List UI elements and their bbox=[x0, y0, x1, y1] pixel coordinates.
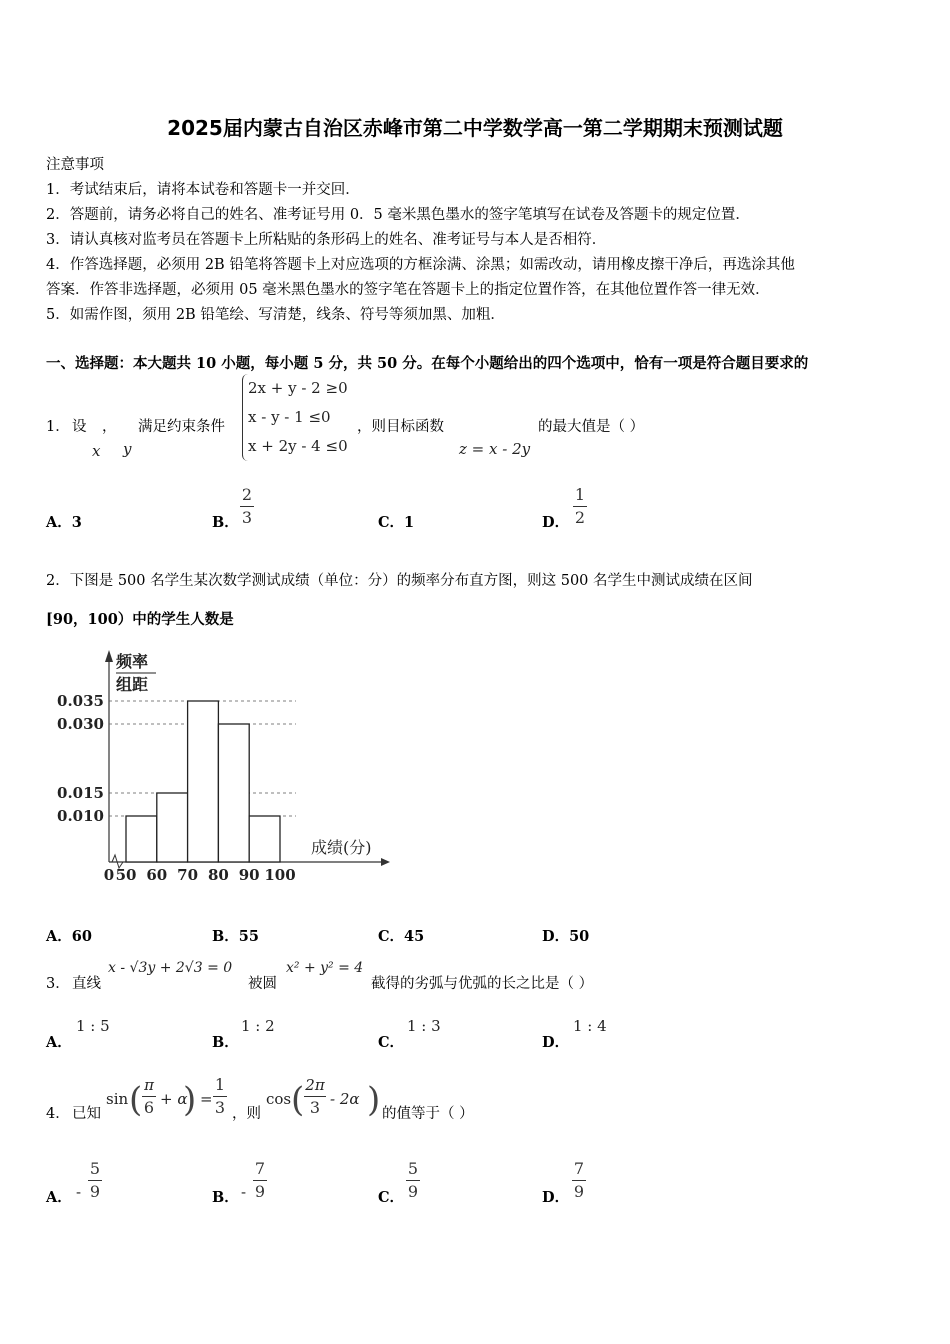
numerator: 2π bbox=[305, 1076, 325, 1094]
numerator: 5 bbox=[407, 1159, 419, 1178]
histogram-bar bbox=[188, 701, 219, 862]
q4-minus-2alpha: - 2α bbox=[330, 1090, 360, 1108]
y-axis-label-bottom: 组距 bbox=[116, 675, 149, 694]
option-value: 60 bbox=[71, 928, 92, 945]
numerator: 5 bbox=[89, 1159, 101, 1178]
denominator: 3 bbox=[309, 1098, 321, 1117]
q4-option-b-value bbox=[253, 1160, 267, 1201]
numerator: 7 bbox=[254, 1159, 266, 1178]
q4-option-d-label: D． bbox=[542, 1189, 570, 1206]
denominator: 9 bbox=[89, 1182, 101, 1201]
option-label: C． bbox=[378, 514, 405, 531]
denominator: 9 bbox=[254, 1182, 266, 1201]
minus-sign: - bbox=[76, 1183, 82, 1201]
q3-option-b-label: B． bbox=[212, 1034, 239, 1051]
q3-text: 截得的劣弧与优弧的长之比是（ ） bbox=[371, 976, 594, 992]
note-item: 3．请认真核对监考员在答题卡上所粘贴的条形码上的姓名、准考证号与本人是否相符． bbox=[46, 232, 607, 248]
minus-sign: - bbox=[241, 1183, 247, 1201]
histogram-bar bbox=[249, 816, 280, 862]
q4-option-b-label: B． bbox=[212, 1189, 239, 1206]
option-label: B． bbox=[212, 928, 239, 945]
q2-text: 2．下图是 500 名学生某次数学测试成绩（单位：分）的频率分布直方图，则这 500 名学生中测试成绩在区间 bbox=[46, 573, 753, 589]
q4-equals: = bbox=[200, 1090, 213, 1108]
q1-objective: z = x - 2y bbox=[459, 440, 531, 458]
denominator: 3 bbox=[241, 508, 253, 527]
option-value: 3 bbox=[71, 514, 82, 531]
y-tick-label: 0.035 bbox=[57, 692, 104, 710]
option-value: 50 bbox=[569, 928, 590, 945]
q4-option-a-label: A． bbox=[46, 1189, 72, 1206]
notes-heading: 注意事项 bbox=[46, 157, 104, 173]
note-item: 4．作答选择题，必须用 2B 铅笔将答题卡上对应选项的方框涂满、涂黑；如需改动，请用橡皮擦干净后，再选涂其他 bbox=[46, 257, 795, 273]
q1-number: 1． bbox=[46, 419, 70, 435]
q1-constraint: x + 2y - 4 ≤0 bbox=[248, 437, 348, 455]
y-tick-label: 0.030 bbox=[57, 715, 104, 733]
q1-constraint: 2x + y - 2 ≥0 bbox=[248, 379, 348, 397]
q1-text: ， bbox=[102, 419, 117, 435]
option-value: 45 bbox=[404, 928, 425, 945]
q4-text: ，则 bbox=[232, 1106, 261, 1122]
q4-pi-over-6 bbox=[142, 1076, 156, 1117]
histogram-chart bbox=[46, 640, 396, 890]
q2-option-d bbox=[542, 925, 589, 946]
numerator: 1 bbox=[574, 485, 586, 504]
q1-option-d-label: D． bbox=[542, 514, 570, 531]
q1-var-y: y bbox=[123, 440, 132, 458]
q3-text: 直线 bbox=[72, 976, 101, 992]
q1-constraints bbox=[242, 374, 348, 461]
q4-text: 的值等于（ ） bbox=[382, 1106, 474, 1122]
q3-option-a-value: 1 : 5 bbox=[76, 1017, 110, 1035]
y-tick-label: 0.015 bbox=[57, 784, 104, 802]
denominator: 9 bbox=[407, 1182, 419, 1201]
x-tick-label: 80 bbox=[207, 866, 229, 884]
section-heading: 一、选择题：本大题共 10 小题，每小题 5 分，共 50 分。在每个小题给出的四个选项中，恰有一项是符合题目要求的 bbox=[46, 355, 809, 372]
q3-text: 被圆 bbox=[248, 976, 277, 992]
x-axis-arrow bbox=[381, 858, 390, 866]
numerator: 7 bbox=[573, 1159, 585, 1178]
left-paren: ( bbox=[129, 1080, 143, 1120]
q3-option-c-value: 1 : 3 bbox=[407, 1017, 441, 1035]
x-tick-label: 100 bbox=[264, 866, 296, 884]
q4-number: 4． bbox=[46, 1106, 70, 1122]
q3-option-d-label: D． bbox=[542, 1034, 570, 1051]
x-tick-label: 90 bbox=[238, 866, 260, 884]
q4-one-third bbox=[213, 1076, 227, 1117]
q1-text: ，则目标函数 bbox=[357, 419, 444, 435]
page-title: 2025届内蒙古自治区赤峰市第二中学数学高一第二学期期末预测试题 bbox=[167, 116, 783, 140]
numerator: 1 bbox=[214, 1075, 226, 1094]
q3-circle-equation: x² + y² = 4 bbox=[286, 960, 364, 976]
option-label: C． bbox=[378, 928, 405, 945]
option-label: D． bbox=[542, 928, 570, 945]
x-tick-label: 70 bbox=[177, 866, 199, 884]
q3-line-equation: x - √3y + 2√3 = 0 bbox=[108, 960, 233, 976]
q3-number: 3． bbox=[46, 976, 70, 992]
q1-option-c bbox=[378, 511, 414, 532]
q4-option-c-label: C． bbox=[378, 1189, 405, 1206]
q1-text: 满足约束条件 bbox=[138, 419, 225, 435]
x-tick-label: 50 bbox=[115, 866, 137, 884]
option-value: 55 bbox=[238, 928, 259, 945]
histogram-bar bbox=[157, 793, 188, 862]
x-tick-label: 60 bbox=[146, 866, 168, 884]
origin-label: 0 bbox=[103, 866, 115, 884]
q4-option-c-value bbox=[406, 1160, 420, 1201]
note-item: 1．考试结束后，请将本试卷和答题卡一并交回． bbox=[46, 182, 360, 198]
q4-option-a-value bbox=[88, 1160, 102, 1201]
q3-option-c-label: C． bbox=[378, 1034, 405, 1051]
q1-var-x: x bbox=[92, 442, 101, 460]
right-paren: ) bbox=[367, 1080, 381, 1120]
histogram-bar bbox=[218, 724, 249, 862]
q2-option-a bbox=[46, 925, 92, 946]
q4-2pi-over-3 bbox=[304, 1076, 326, 1117]
q1-option-b-label: B． bbox=[212, 514, 239, 531]
numerator: π bbox=[144, 1076, 154, 1094]
q3-option-a-label: A． bbox=[46, 1034, 72, 1051]
right-paren: ) bbox=[183, 1080, 197, 1120]
note-item: 2．答题前，请务必将自己的姓名、准考证号用 0．5 毫米黑色墨水的签字笔填写在试卷及答题卡的规定位置． bbox=[46, 207, 750, 223]
q1-option-d-value bbox=[573, 486, 587, 527]
y-axis-arrow bbox=[105, 650, 113, 662]
q1-option-a bbox=[46, 511, 82, 532]
denominator: 6 bbox=[143, 1098, 155, 1117]
denominator: 2 bbox=[574, 508, 586, 527]
q2-option-b bbox=[212, 925, 259, 946]
x-axis-label: 成绩(分) bbox=[311, 838, 372, 857]
y-axis-label-top: 频率 bbox=[116, 652, 149, 671]
histogram-bar bbox=[126, 816, 157, 862]
q2-text: [90，100）中的学生人数是 bbox=[46, 611, 234, 628]
q3-option-b-value: 1 : 2 bbox=[241, 1017, 275, 1035]
q1-option-b-value bbox=[240, 486, 254, 527]
denominator: 3 bbox=[214, 1098, 226, 1117]
y-tick-label: 0.010 bbox=[57, 807, 104, 825]
q3-option-d-value: 1 : 4 bbox=[573, 1017, 607, 1035]
option-value: 1 bbox=[404, 514, 415, 531]
q4-plus-alpha: + α bbox=[160, 1090, 188, 1108]
left-paren: ( bbox=[291, 1080, 305, 1120]
q1-text: 的最大值是（ ） bbox=[538, 419, 645, 435]
q4-sin: sin bbox=[106, 1090, 129, 1108]
q2-option-c bbox=[378, 925, 424, 946]
q1-text: 设 bbox=[72, 419, 87, 435]
q1-constraint: x - y - 1 ≤0 bbox=[248, 408, 331, 426]
note-item: 答案．作答非选择题，必须用 05 毫米黑色墨水的签字笔在答题卡上的指定位置作答，在其他位置作答一律无效． bbox=[46, 282, 770, 298]
q4-text: 已知 bbox=[72, 1106, 101, 1122]
note-item: 5．如需作图，须用 2B 铅笔绘、写清楚，线条、符号等须加黑、加粗． bbox=[46, 307, 505, 323]
option-label: A． bbox=[46, 514, 72, 531]
denominator: 9 bbox=[573, 1182, 585, 1201]
q4-cos: cos bbox=[266, 1090, 292, 1108]
option-label: A． bbox=[46, 928, 72, 945]
q4-option-d-value bbox=[572, 1160, 586, 1201]
numerator: 2 bbox=[241, 485, 253, 504]
